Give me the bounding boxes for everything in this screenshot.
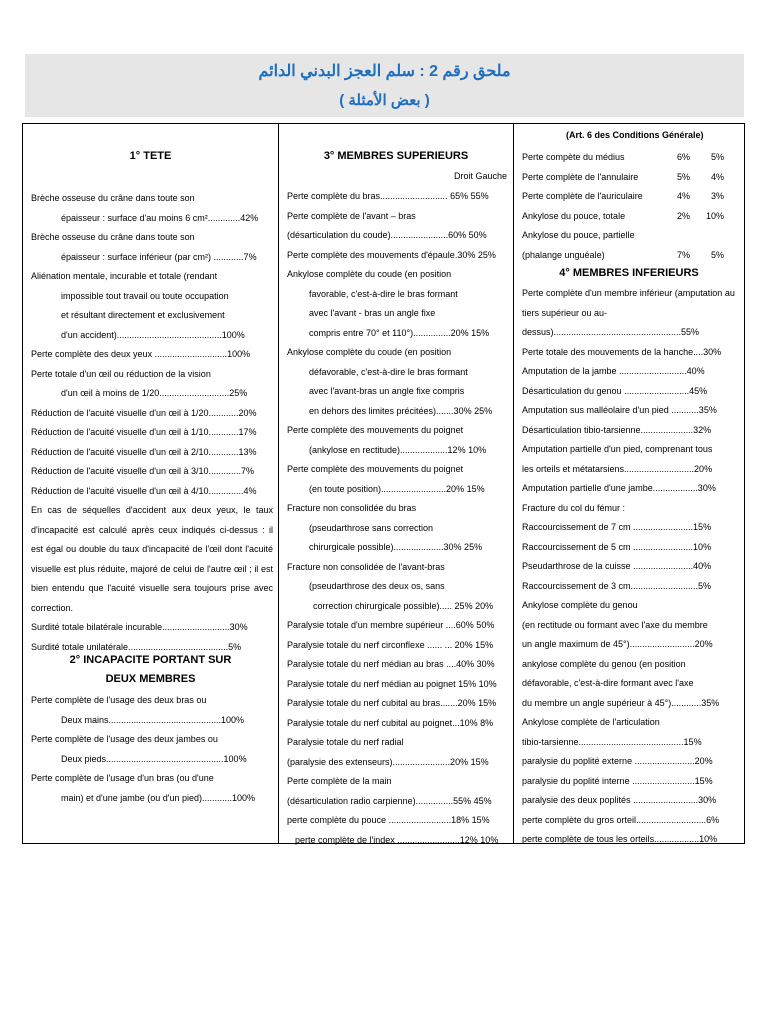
table-row: Fracture non consolidée de l'avant-bras <box>287 561 445 572</box>
table-row: (pseudarthrose des deux os, sans <box>309 581 445 591</box>
table-row: tiers supérieur ou au- <box>522 307 608 318</box>
table-row: (en toute position)..........................20% 15% <box>309 483 485 494</box>
table-row: paralysie du poplité interne .........................15% <box>522 775 713 786</box>
table-frame <box>22 123 745 844</box>
table-row: défavorable, c'est-à-dire le bras formant <box>309 366 468 377</box>
table-row: compris entre 70° et 110°)...............20% 15% <box>309 327 490 338</box>
table-row: Ankylose complète de l'articulation <box>522 717 660 727</box>
table-row: Perte compète du médius <box>522 152 625 162</box>
table-row: correction. <box>31 602 74 613</box>
table-row: Perte complète de la main <box>287 776 392 786</box>
table-row: Surdité totale bilatérale incurable...........................30% <box>31 622 248 632</box>
value-right: 6% <box>676 152 690 162</box>
table-row: paralysie du poplité externe ........................20% <box>522 756 713 766</box>
table-row: perte complète de l'index .........................12% 10% <box>295 834 499 845</box>
table-row: perte complète du gros orteil............................6% <box>522 814 720 825</box>
table-row: Paralysie totale du nerf radial <box>287 737 404 747</box>
value-left: 5% <box>710 152 724 162</box>
table-row: épaisseur : surface d'au moins 6 cm².............42% <box>61 212 259 223</box>
column-divider <box>513 124 514 843</box>
table-row: visuelle est plus réduite, majoré de celui de l'autre œil ; il est <box>31 563 273 574</box>
value-right: 2% <box>676 210 690 221</box>
table-row: Amputation partielle d'un pied, comprenant tous <box>522 444 713 454</box>
table-row: (pseudarthrose sans correction <box>309 522 434 533</box>
table-row: paralysie des deux poplités ..........................30% <box>522 795 717 805</box>
table-row: Perte complète des deux yeux .............................100% <box>31 349 251 359</box>
document-title: ملحق رقم 2 : سلم العجز البدني الدائم <box>258 63 511 80</box>
table-row: Perte complète de l'usage des deux jambes ou <box>31 734 218 744</box>
table-row: Réduction de l'acuité visuelle d'un œil à 3/10.............7% <box>31 466 255 476</box>
table-row: un angle maximum de 45°)..........................20% <box>522 639 713 649</box>
reference-note: (Art. 6 des Conditions Générale) <box>566 130 704 140</box>
table-row: Perte complète de l'annulaire <box>522 171 639 182</box>
table-row: défavorable, c'est-à-dire formant avec l'axe <box>522 678 694 688</box>
table-row: Fracture non consolidée du bras <box>287 503 417 513</box>
document-subtitle: ( بعض الأمثلة ) <box>339 92 430 109</box>
table-row: Réduction de l'acuité visuelle d'un œil à 2/10............13% <box>31 446 257 457</box>
table-row: Ankylose du pouce, totale <box>522 210 626 221</box>
value-left: 3% <box>710 191 724 201</box>
table-row: Paralysie totale d'un membre supérieur ....60% 50% <box>287 620 495 630</box>
section-heading-deux-membres: 2° INCAPACITE PORTANT SUR <box>69 654 232 666</box>
table-row: Brèche osseuse du crâne dans toute son <box>31 232 195 242</box>
table-row: Réduction de l'acuité visuelle d'un œil à 1/10............17% <box>31 427 257 437</box>
table-row: bien entendu que l'acuité visuelle sera toujours prise avec <box>31 583 273 593</box>
table-row: Désarticulation tibio-tarsienne.....................32% <box>522 424 712 435</box>
table-row: d'un œil à moins de 1/20............................25% <box>61 388 248 398</box>
table-row: en dehors des limites précitées).......30% 25% <box>309 405 493 416</box>
table-row: du membre un angle supérieur à 45°)............35% <box>522 697 720 708</box>
table-row: Aliénation mentale, incurable et totale (rendant <box>31 271 218 281</box>
table-row: Ankylose du pouce, partielle <box>522 230 635 240</box>
section-heading-deux-membres-sub: DEUX MEMBRES <box>105 673 196 685</box>
table-row: Amputation de la jambe ...........................40% <box>522 366 705 376</box>
value-right: 4% <box>676 191 690 201</box>
table-row: Brèche osseuse du crâne dans toute son <box>31 193 195 203</box>
table-row: ankylose complète du genou (en position <box>522 658 686 669</box>
table-row: impossible tout travail ou toute occupation <box>61 290 229 301</box>
value-right: 7% <box>676 249 690 260</box>
table-row: épaisseur : surface inférieur (par cm²) ............7% <box>61 251 257 262</box>
table-row: (en rectitude ou formant avec l'axe du membre <box>522 619 708 630</box>
document-header <box>25 54 744 117</box>
table-row: perte complète du pouce .........................18% 15% <box>287 815 490 825</box>
table-row: Perte totale des mouvements de la hanche....30% <box>522 346 722 357</box>
section-heading-membres-inferieurs: 4° MEMBRES INFERIEURS <box>559 267 699 279</box>
table-row: Perte complète des mouvements du poignet <box>287 425 464 435</box>
table-row: Deux mains.............................................100% <box>61 714 245 725</box>
table-row: les orteils et métatarsiens............................20% <box>522 463 713 474</box>
table-row: Surdité totale unilatérale........................................5% <box>31 641 242 652</box>
table-row: main) et d'une jambe (ou d'un pied)............100% <box>61 792 256 803</box>
table-row: perte complète de tous les orteils..................10% <box>522 834 718 844</box>
table-row: (paralysie des extenseurs).......................20% 15% <box>287 756 489 767</box>
table-row: Paralysie totale du nerf circonflexe ...... ... 20% 15% <box>287 639 494 650</box>
table-row: avec l'avant-bras un angle fixe compris <box>309 386 465 396</box>
table-row: Réduction de l'acuité visuelle d'un œil à 4/10..............4% <box>31 485 257 496</box>
table-row: Deux pieds...............................................100% <box>61 753 247 764</box>
table-row: (phalange unguéale) <box>522 249 605 260</box>
table-row: dessus)...................................................55% <box>522 327 700 337</box>
table-row: Perte complète de l'avant – bras <box>287 210 416 221</box>
table-row: Perte complète des mouvements du poignet <box>287 464 464 474</box>
table-row: Paralysie totale du nerf cubital au poignet...10% 8% <box>287 717 494 728</box>
table-row: tibio-tarsienne..........................................15% <box>522 736 702 747</box>
table-row: Réduction de l'acuité visuelle d'un œil à 1/20............20% <box>31 407 257 418</box>
table-row: est égal ou double du taux d'incapacité de l'œil dont l'acuité <box>31 544 273 554</box>
value-left: 10% <box>705 210 724 221</box>
table-row: (ankylose en rectitude)...................12% 10% <box>309 444 487 455</box>
table-row: Raccourcissement de 5 cm ........................10% <box>522 541 712 552</box>
table-row: Amputation sus malléolaire d'un pied ...........35% <box>522 405 717 415</box>
value-left: 5% <box>710 249 724 260</box>
table-row: Amputation partielle d'une jambe..................30% <box>522 483 716 493</box>
column-divider <box>278 124 279 843</box>
column-subheading: Droit Gauche <box>453 171 507 181</box>
table-row: Pseudarthrose de la cuisse ........................40% <box>522 561 712 571</box>
table-row: favorable, c'est-à-dire le bras formant <box>309 288 458 299</box>
table-row: Perte complète de l'usage d'un bras (ou d'une <box>31 773 214 783</box>
table-row: (désarticulation radio carpienne)...............55% 45% <box>287 795 492 806</box>
table-row: Perte complète des mouvements d'épaule.30% 25% <box>287 249 496 260</box>
table-row: Paralysie totale du nerf médian au poignet 15% 10% <box>287 678 497 689</box>
table-row: d'un accident)..........................................100% <box>61 329 245 340</box>
table-row: Perte complète de l'auriculaire <box>522 191 643 201</box>
value-right: 5% <box>676 171 690 182</box>
section-heading-membres-superieurs: 3° MEMBRES SUPERIEURS <box>323 150 469 162</box>
table-row: Fracture du col du fémur : <box>522 502 626 513</box>
table-row: et résultant directement et exclusivement <box>61 310 225 320</box>
table-row: Raccourcissement de 7 cm ........................15% <box>522 522 712 532</box>
table-row: Raccourcissement de 3 cm...........................5% <box>522 580 712 591</box>
table-row: Paralysie totale du nerf médian au bras ....40% 30% <box>287 659 495 669</box>
table-row: Désarticulation du genou ..........................45% <box>522 385 708 396</box>
table-row: Paralysie totale du nerf cubital au bras.......20% 15% <box>287 698 497 708</box>
section-heading-tete: 1° TETE <box>129 150 172 162</box>
table-row: d'incapacité est calculé après ceux indiqués ci-dessus : il <box>31 524 273 535</box>
table-row: Perte totale d'un œil ou réduction de la vision <box>31 368 211 379</box>
table-row: avec l'avant - bras un angle fixe <box>309 308 436 318</box>
table-row: Ankylose complète du coude (en position <box>287 269 452 279</box>
table-row: Ankylose complète du genou <box>522 600 638 610</box>
table-row: (désarticulation du coude).......................60% 50% <box>287 230 487 240</box>
table-row: correction chirurgicale possible)..... 25% 20% <box>313 600 494 611</box>
table-row: Ankylose complète du coude (en position <box>287 347 452 357</box>
table-row: Perte complète du bras........................... 65% 55% <box>287 191 489 201</box>
value-left: 4% <box>710 171 724 182</box>
table-row: Perte complète d'un membre inférieur (amputation au <box>522 288 735 298</box>
table-row: Perte complète de l'usage des deux bras ou <box>31 695 207 705</box>
table-row: En cas de séquelles d'accident aux deux yeux, le taux <box>31 505 273 515</box>
table-row: chirurgicale possible)....................30% 25% <box>309 542 483 552</box>
